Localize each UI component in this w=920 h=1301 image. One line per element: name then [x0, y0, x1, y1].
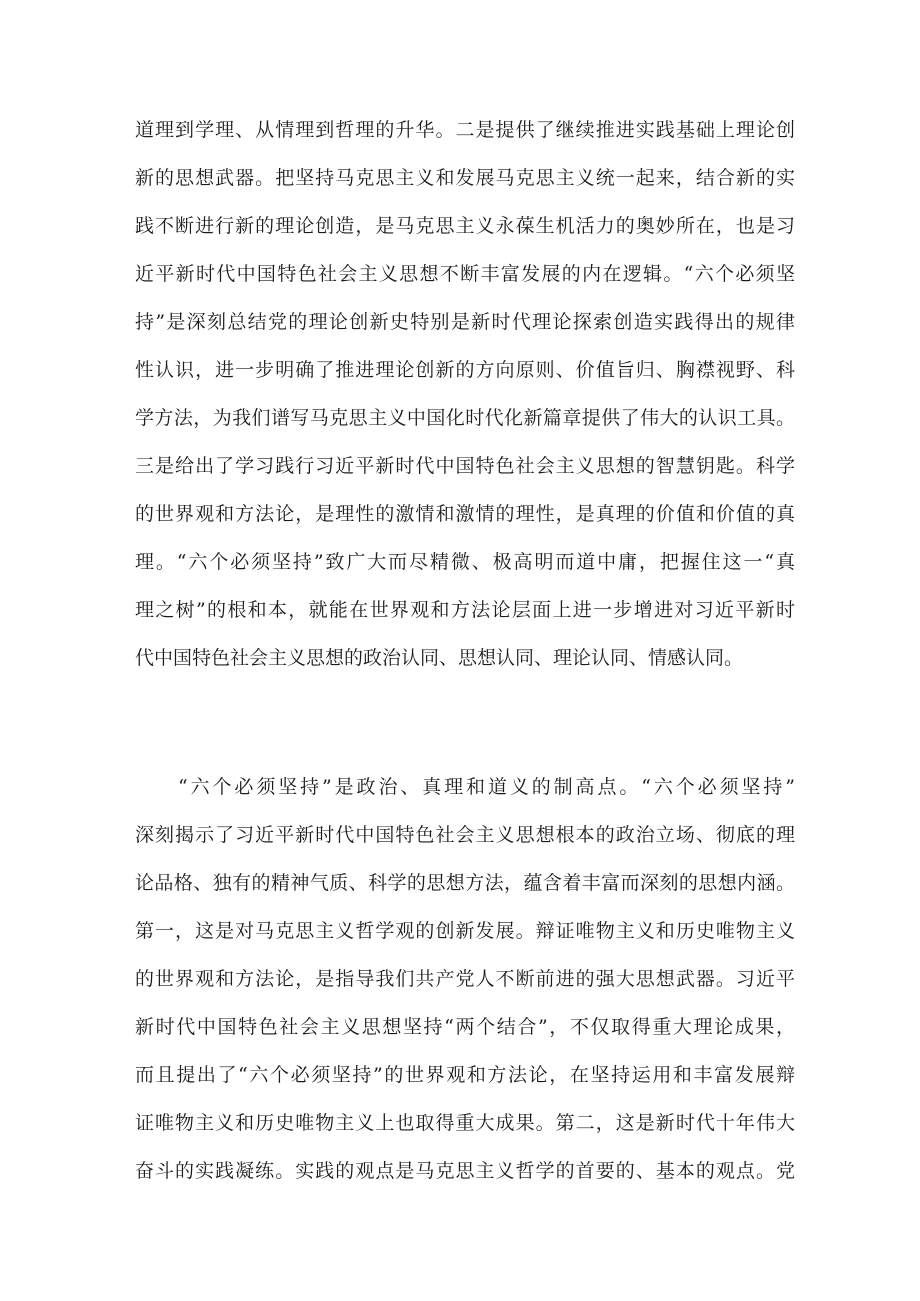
text-line: 近平新时代中国特色社会主义思想不断丰富发展的内在逻辑。“六个必须坚: [135, 263, 795, 285]
text-line: 新时代中国特色社会主义思想坚持“两个结合”，不仅取得重大理论成果，: [135, 1016, 795, 1038]
text-line: 证唯物主义和历史唯物主义上也取得重大成果。第二，这是新时代十年伟大: [135, 1112, 795, 1134]
text-line: 的世界观和方法论，是理性的激情和激情的理性，是真理的价值和价值的真: [135, 503, 795, 525]
text-line: 而且提出了“六个必须坚持”的世界观和方法论，在坚持运用和丰富发展辩: [135, 1064, 795, 1086]
text-line: 新的思想武器。把坚持马克思主义和发展马克思主义统一起来，结合新的实: [135, 167, 795, 189]
text-line: 理。“六个必须坚持”致广大而尽精微、极高明而道中庸，把握住这一“真: [135, 551, 795, 573]
text-line: 理之树”的根和本，就能在世界观和方法论层面上进一步增进对习近平新时: [135, 599, 795, 621]
text-line: 道理到学理、从情理到哲理的升华。二是提供了继续推进实践基础上理论创: [135, 119, 795, 141]
paragraph: [135, 763, 795, 1195]
text-line: 论品格、独有的精神气质、科学的思想方法，蕴含着丰富而深刻的思想内涵。: [135, 872, 795, 894]
text-line: 持”是深刻总结党的理论创新史特别是新时代理论探索创造实践得出的规律: [135, 311, 795, 333]
text-line: 学方法，为我们谱写马克思主义中国化时代化新篇章提供了伟大的认识工具。: [135, 407, 795, 429]
text-line: “六个必须坚持”是政治、真理和道义的制高点。“六个必须坚持”: [178, 776, 795, 798]
text-line: 性认识，进一步明确了推进理论创新的方向原则、价值旨归、胸襟视野、科: [135, 359, 795, 381]
text-line: 第一，这是对马克思主义哲学观的创新发展。辩证唯物主义和历史唯物主义: [135, 920, 795, 942]
text-line: 三是给出了学习践行习近平新时代中国特色社会主义思想的智慧钥匙。科学: [135, 455, 795, 477]
text-line: 深刻揭示了习近平新时代中国特色社会主义思想根本的政治立场、彻底的理: [135, 824, 795, 846]
text-line: 的世界观和方法论，是指导我们共产党人不断前进的强大思想武器。习近平: [135, 968, 795, 990]
text-line: 践不断进行新的理论创造，是马克思主义永葆生机活力的奥妙所在，也是习: [135, 215, 795, 237]
text-line: 代中国特色社会主义思想的政治认同、思想认同、理论认同、情感认同。: [135, 647, 744, 669]
text-line: 奋斗的实践凝练。实践的观点是马克思主义哲学的首要的、基本的观点。党: [135, 1160, 795, 1182]
paragraph: [135, 106, 795, 682]
